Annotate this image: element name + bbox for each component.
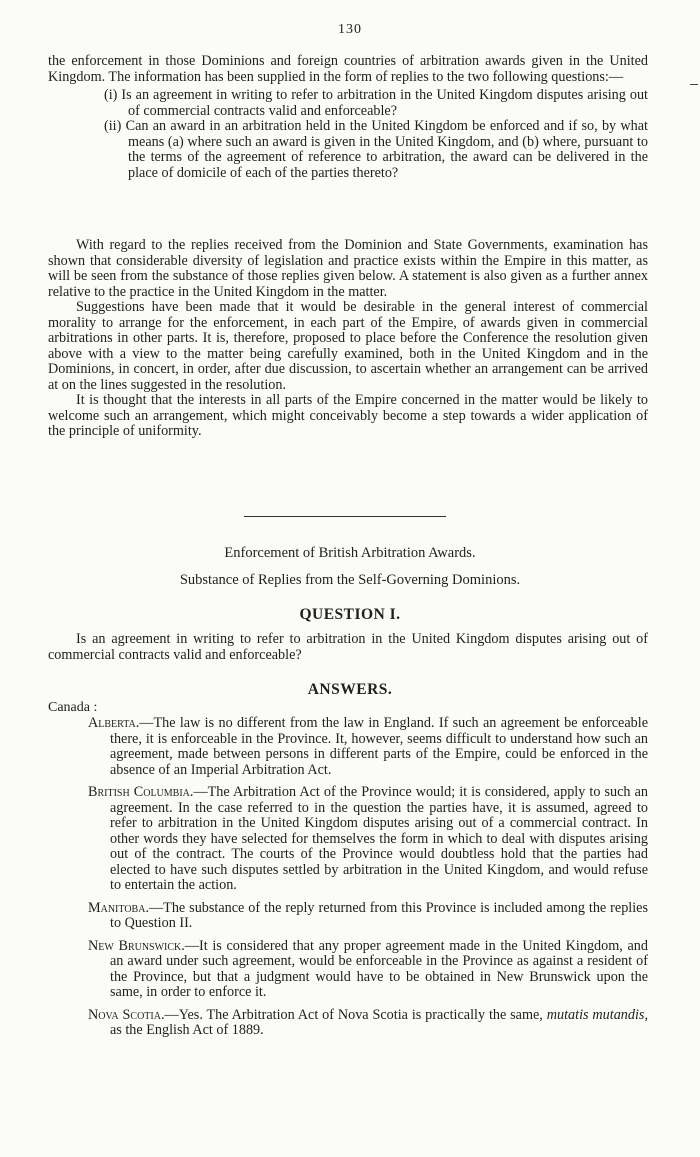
- province-name: Nova Scotia: [88, 1006, 161, 1023]
- question-text: Is an agreement in writing to refer to arbitration in the United Kingdom disputes arising out of commercial contracts valid and enforceable?: [48, 631, 648, 663]
- answer-manitoba: [88, 901, 648, 932]
- section-title: Enforcement of British Arbitration Awards.: [224, 545, 476, 561]
- province-name: New Brunswick: [88, 937, 182, 954]
- question-heading: QUESTION I.: [299, 606, 401, 623]
- answer-text: .—Yes. The Arbitration Act of Nova Scotia is practically the same,: [160, 1006, 543, 1023]
- province-name: Manitoba: [88, 899, 146, 916]
- paragraph-conclusion: It is thought that the interests in all parts of the Empire concerned in the matter would be likely to welcome such an arrangement, which might conceivably become a step towards a wider application of the principle of uniformity.: [48, 392, 648, 439]
- answers-list: [48, 716, 648, 1039]
- answer-alberta: [88, 716, 648, 778]
- answer-text: .—It is considered that any proper agreement made in the United Kingdom, and an award under such agreement, would be enforceable in the Province as against a resident of the Province, but that a judgment would have to be obtained in New Brunswick upon the same, in order to enforce it.: [110, 937, 648, 1000]
- paragraph-suggestions: Suggestions have been made that it would be desirable in the general interest of commercial morality to arrange for the enforcement, in each part of the Empire, of awards given in commercial arbitrations in other parts. It is, therefore, proposed to place before the Conference the resolution given above with a view to the matter being carefully examined, both in the United Kingdom and in the Dominions, in concert, in order, after due discussion, to ascertain whether an arrangement can be arrived at on the lines suggested in the resolution.: [48, 299, 648, 393]
- question-ii: (ii) Can an award in an arbitration held in the United Kingdom be enforced and if so, by what means (a) where such an award is given in the United Kingdom, and (b) where, pursuant to the terms of the agreement of reference to arbitration, the award can be delivered in the place of domicile of each of the parties thereto?: [104, 118, 648, 181]
- answer-text: .—The substance of the reply returned from this Province is included among the replies to Question II.: [110, 899, 648, 931]
- question-text-block: [48, 632, 648, 663]
- page-number: 130: [338, 22, 362, 37]
- answer-text: .—The Arbitration Act of the Province would; it is considered, apply to such an agreement. In the case referred to in the question the parties have, it is assumed, agreed to refer to arbitration in the United Kingdom disputes arising out of a commercial contract. In other words they have selected for themselves the form in which to deal with disputes arising out of the contract. The courts of the Province would doubtless hold that the parties had elected to have such disputes settled by arbitration in the United Kingdom, and would refuse to entertain the action.: [110, 784, 648, 893]
- section-divider: [244, 516, 446, 517]
- margin-mark: [690, 84, 698, 85]
- italic-phrase: mutatis mutandis,: [546, 1006, 648, 1023]
- section-subtitle: Substance of Replies from the Self-Governing Dominions.: [179, 572, 521, 588]
- question-i: (i) Is an agreement in writing to refer to arbitration in the United Kingdom disputes arising out of commercial contracts valid and enforceable?: [104, 87, 648, 119]
- answer-text: .—The law is no different from the law in England. If such an agreement be enforceable there, it is enforceable in the Province. It, however, seems difficult to understand how such an agreement, made between persons in different parts of the Empire, could be enforced in the absence of an Imperial Arbitration Act.: [110, 715, 648, 778]
- intro-section: [48, 54, 648, 181]
- country-heading: Canada :: [48, 700, 98, 715]
- province-name: British Columbia: [88, 784, 190, 800]
- intro-paragraph: the enforcement in those Dominions and foreign countries of arbitration awards given in the United Kingdom. The information has been supplied in the form of replies to the two following questions:—: [48, 53, 648, 85]
- body-section: [48, 238, 648, 440]
- answer-new-brunswick: [88, 939, 648, 1001]
- answers-heading: ANSWERS.: [307, 681, 393, 698]
- answer-british-columbia: [88, 785, 648, 894]
- province-name: Alberta: [88, 715, 136, 731]
- paragraph-replies: With regard to the replies received from the Dominion and State Governments, examination has shown that considerable diversity of legislation and practice exists within the Empire in this matter, as will be seen from the substance of those replies given below. A statement is also given as a further annex relative to the practice in the United Kingdom in the matter.: [48, 237, 648, 300]
- answer-text-end: as the English Act of 1889.: [110, 1022, 264, 1038]
- answer-nova-scotia: [88, 1008, 648, 1039]
